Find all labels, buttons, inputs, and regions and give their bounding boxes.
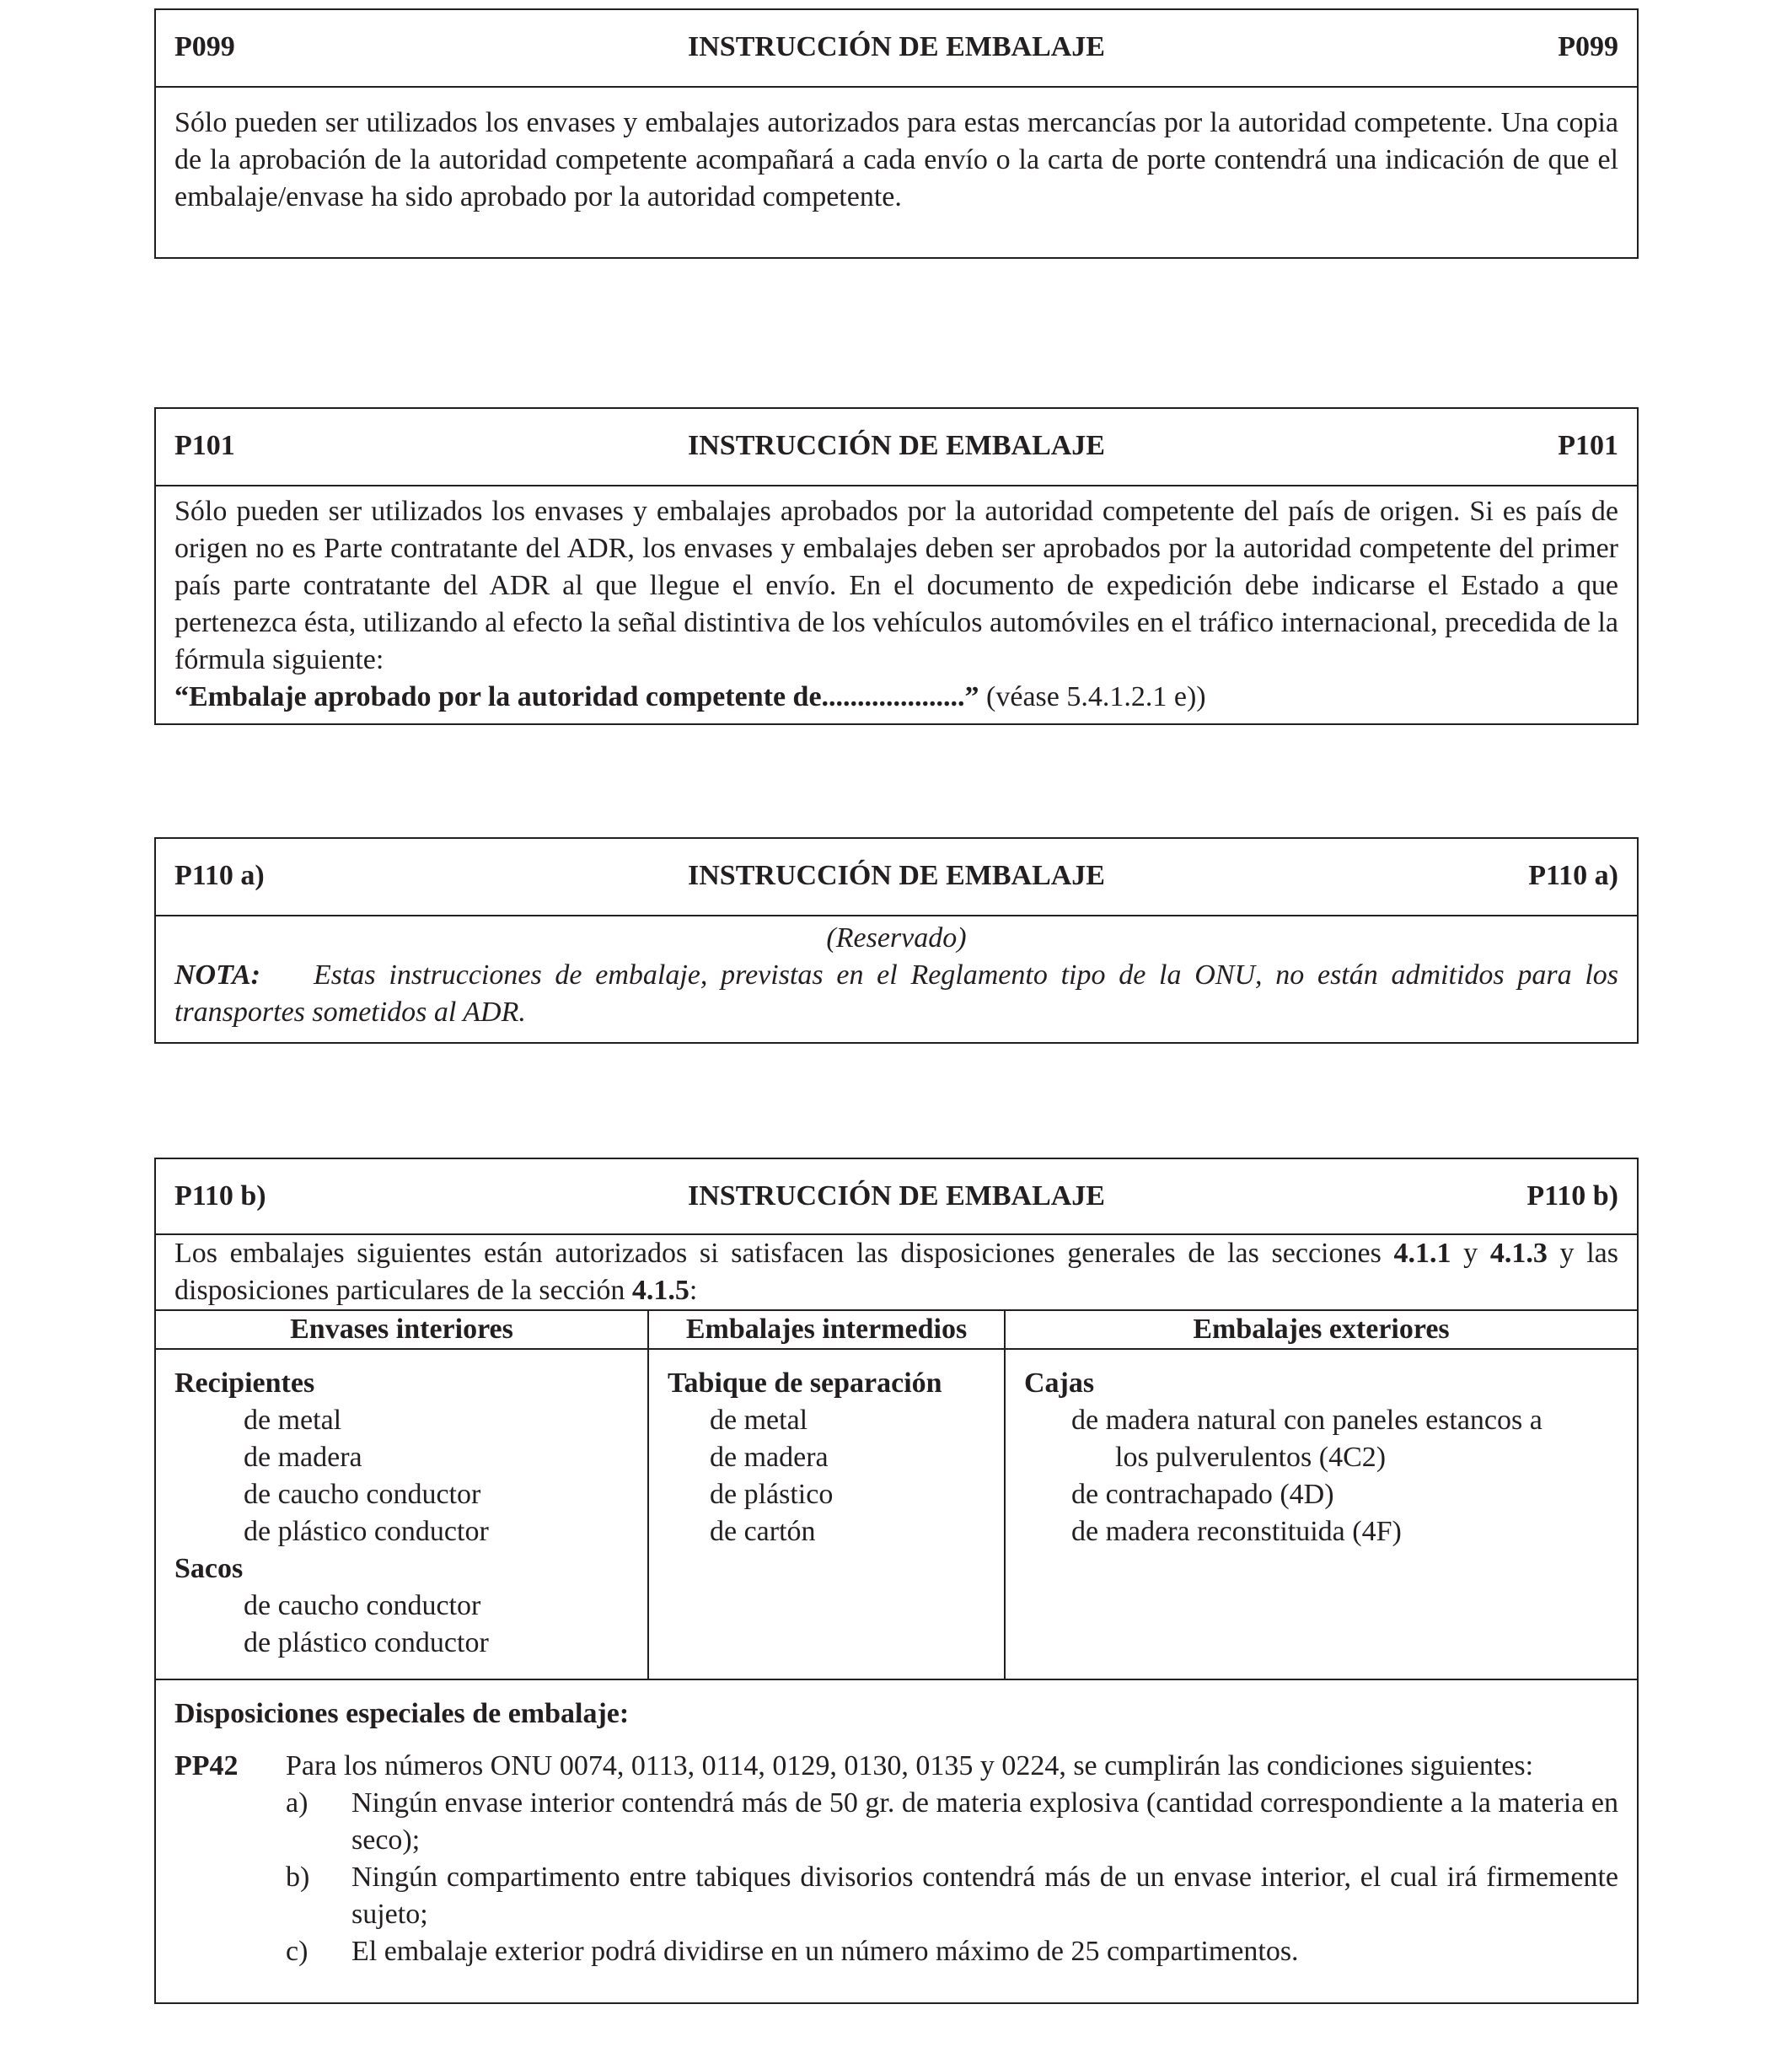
condition-label: a) — [286, 1787, 309, 1819]
instruction-title: INSTRUCCIÓN DE EMBALAJE — [688, 31, 1105, 62]
packing-instruction-p099 — [154, 8, 1639, 259]
instruction-code-right: P099 — [1558, 31, 1618, 62]
instruction-title: INSTRUCCIÓN DE EMBALAJE — [688, 860, 1105, 891]
list-item: de madera natural con paneles estancos a — [1071, 1405, 1543, 1436]
intermediate-packagings-cell — [648, 1349, 1005, 1679]
condition-label: c) — [286, 1936, 309, 1967]
instruction-body — [156, 916, 1637, 1031]
table-header-row — [156, 1310, 1637, 1349]
condition-item — [286, 1785, 1618, 1859]
outer-packagings-cell — [1005, 1349, 1637, 1679]
condition-text: El embalaje exterior podrá dividirse en un número máximo de 25 compartimentos. — [351, 1936, 1299, 1967]
list-item: de madera — [710, 1442, 829, 1473]
intro-part: : — [689, 1275, 698, 1306]
packaging-table — [156, 1309, 1637, 1680]
group-label: Cajas — [1024, 1368, 1095, 1399]
list-item: de caucho conductor — [244, 1479, 481, 1510]
provision-text: Para los números ONU 0074, 0113, 0114, 0129, 0130, 0135 y 0224, se cumplirán las condiciones siguientes: — [286, 1750, 1534, 1781]
instruction-code-right: P110 a) — [1528, 860, 1618, 891]
special-provisions-title: Disposiciones especiales de embalaje: — [174, 1698, 630, 1729]
instruction-header — [156, 1159, 1637, 1235]
instruction-code-left: P110 b) — [174, 1180, 266, 1212]
column-header-intermediate: Embalajes intermedios — [648, 1310, 1005, 1349]
packing-instruction-p101 — [154, 407, 1639, 725]
instruction-text: Sólo pueden ser utilizados los envases y embalajes aprobados por la autoridad competente del país de origen. Si es país de origen no es Parte contratante del ADR, los envases y embalajes deben ser aprobados por la autoridad competente del primer país parte contratante del ADR al que llegue el envío. En el documento de expedición debe indicarse el Estado a que pertenezca ésta, utilizando al efecto la señal distintiva de los vehículos automóviles en el tráfico internacional, precedida de la fórmula siguiente: — [174, 496, 1618, 675]
instruction-header — [156, 839, 1637, 916]
list-item-continuation: los pulverulentos (4C2) — [1115, 1442, 1387, 1473]
packing-instruction-p110a — [154, 837, 1639, 1044]
list-item: de plástico — [710, 1479, 834, 1510]
list-item: de contrachapado (4D) — [1071, 1479, 1334, 1510]
approval-formula-reference: (véase 5.4.1.2.1 e)) — [979, 681, 1206, 712]
list-item: de metal — [244, 1405, 342, 1436]
table-row — [156, 1349, 1637, 1679]
section-ref: 4.1.5 — [631, 1275, 689, 1306]
column-header-inner: Envases interiores — [156, 1310, 648, 1349]
instruction-code-right: P101 — [1558, 430, 1618, 461]
list-item: de madera — [244, 1442, 362, 1473]
group-label: Recipientes — [174, 1368, 315, 1399]
condition-item — [286, 1859, 1618, 1933]
section-ref: 4.1.1 — [1393, 1238, 1451, 1269]
condition-text: Ningún envase interior contendrá más de 50 gr. de materia explosiva (cantidad correspondiente a la materia en seco); — [351, 1787, 1618, 1856]
special-provisions — [156, 1680, 1637, 1970]
list-item: de plástico conductor — [244, 1516, 489, 1547]
condition-label: b) — [286, 1862, 310, 1893]
instruction-header — [156, 10, 1637, 88]
reserved-label: (Reservado) — [826, 922, 967, 954]
instruction-title: INSTRUCCIÓN DE EMBALAJE — [688, 1180, 1105, 1212]
list-item: de metal — [710, 1405, 808, 1436]
note-label: NOTA: — [174, 959, 260, 991]
instruction-body — [156, 486, 1637, 716]
instruction-code-right: P110 b) — [1526, 1180, 1618, 1212]
intro-text — [156, 1235, 1637, 1309]
section-ref: 4.1.3 — [1489, 1238, 1548, 1269]
instruction-code-left: P099 — [174, 31, 235, 62]
intro-part: Los embalajes siguientes están autorizados si satisfacen las disposiciones generales de las secciones — [174, 1238, 1394, 1269]
list-item: de madera reconstituida (4F) — [1071, 1516, 1402, 1547]
intro-part: y las disposiciones particulares de la sección — [174, 1238, 1618, 1306]
approval-formula — [174, 679, 1618, 716]
packing-instruction-p110b — [154, 1158, 1639, 2004]
column-header-outer: Embalajes exteriores — [1005, 1310, 1637, 1349]
provision-code: PP42 — [174, 1750, 239, 1781]
instruction-code-left: P110 a) — [174, 860, 265, 891]
list-item: de cartón — [710, 1516, 816, 1547]
condition-item — [286, 1933, 1618, 1970]
provision-pp42 — [174, 1748, 1618, 1970]
list-item: de caucho conductor — [244, 1590, 481, 1621]
instruction-code-left: P101 — [174, 430, 235, 461]
provision-content — [286, 1748, 1618, 1970]
approval-formula-text: “Embalaje aprobado por la autoridad competente de....................” — [174, 681, 979, 712]
note-text: Estas instrucciones de embalaje, previstas en el Reglamento tipo de la ONU, no están admitidos para los transportes sometidos al ADR. — [174, 959, 1619, 1028]
inner-packagings-cell — [156, 1349, 648, 1679]
condition-text: Ningún compartimento entre tabiques divisorios contendrá más de un envase interior, el cual irá firmemente sujeto; — [351, 1862, 1618, 1930]
group-label: Tabique de separación — [668, 1368, 942, 1399]
group-label: Sacos — [174, 1553, 244, 1584]
instruction-header — [156, 409, 1637, 486]
intro-part: y — [1451, 1238, 1490, 1269]
list-item: de plástico conductor — [244, 1627, 489, 1658]
note — [174, 957, 1618, 1031]
instruction-text: Sólo pueden ser utilizados los envases y embalajes autorizados para estas mercancías por la autoridad competente. Una copia de la aprobación de la autoridad competente acompañará a cada envío o la carta de porte contendrá una indicación de que el embalaje/envase ha sido aprobado por la autoridad competente. — [174, 107, 1618, 212]
instruction-title: INSTRUCCIÓN DE EMBALAJE — [688, 430, 1105, 461]
